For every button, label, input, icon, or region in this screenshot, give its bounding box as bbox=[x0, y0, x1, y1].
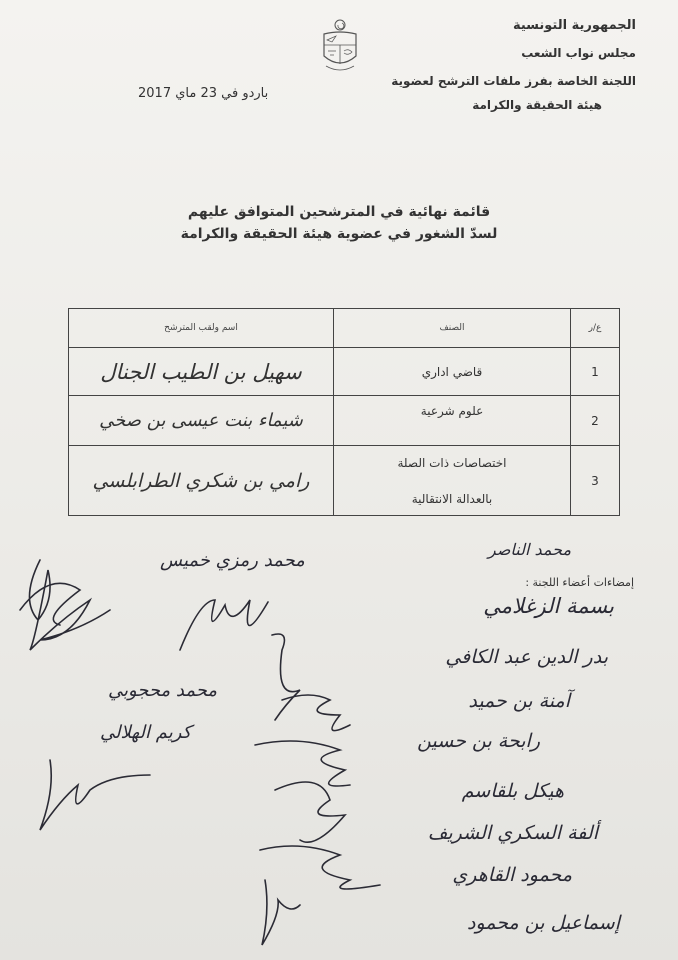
document-title: قائمة نهائية في المترشحين المتوافق عليهم bbox=[187, 204, 491, 220]
candidates-table bbox=[68, 308, 620, 516]
header-specialty: الصنف bbox=[334, 309, 571, 348]
row-number: 1 bbox=[571, 348, 620, 396]
handwritten-note: محمد الناصر bbox=[488, 540, 572, 559]
left-signature-name: محمد رمزي خميس bbox=[160, 550, 305, 571]
row-candidate-name: سهيل بن الطيب الجنال bbox=[69, 348, 334, 396]
row-number: 3 bbox=[571, 446, 620, 516]
committee-heading: اللجنة الخاصة بفرز ملفات الترشح لعضوية bbox=[391, 74, 636, 88]
member-signature-name: محمود القاهري bbox=[452, 864, 572, 886]
header-number: ع/ر bbox=[571, 309, 620, 348]
member-signature-name: ألفة السكري الشريف bbox=[427, 822, 598, 844]
left-signature-name: كريم الهلالي bbox=[100, 722, 192, 743]
commission-heading: هيئة الحقيقة والكرامة bbox=[472, 98, 602, 112]
table-row bbox=[69, 396, 620, 446]
assembly-heading: مجلس نواب الشعب bbox=[521, 46, 636, 60]
member-signature-name: بدر الدين عبد الكافي bbox=[445, 646, 608, 668]
left-signature-name: محمد محجوبي bbox=[108, 680, 218, 701]
table-row bbox=[69, 348, 620, 396]
members-signatures-label: إمضاءات أعضاء اللجنة : bbox=[525, 576, 634, 589]
member-signature-name: إسماعيل بن محمود bbox=[467, 912, 620, 934]
member-signature-name: رابحة بن حسين bbox=[417, 730, 540, 752]
header-candidate-name: اسم ولقب المترشح bbox=[69, 309, 334, 348]
document-date: باردو في 23 ماي 2017 bbox=[138, 86, 269, 101]
row-candidate-name: شيماء بنت عيسى بن صخي bbox=[69, 396, 334, 446]
document-subtitle: لسدّ الشغور في عضوية هيئة الحقيقة والكرامة bbox=[180, 226, 498, 242]
row-number: 2 bbox=[571, 396, 620, 446]
table-row bbox=[69, 446, 620, 516]
member-signature-name: آمنة بن حميد bbox=[468, 690, 570, 712]
row-specialty: علوم شرعية bbox=[334, 396, 571, 446]
row-specialty: قاضي اداري bbox=[334, 348, 571, 396]
republic-heading: الجمهورية التونسية bbox=[512, 18, 636, 33]
member-signature-name: هيكل بلقاسم bbox=[461, 780, 564, 802]
row-specialty bbox=[334, 446, 571, 516]
table-header-row bbox=[69, 309, 620, 348]
coat-of-arms-emblem bbox=[318, 18, 362, 80]
row-specialty-line: اختصاصات ذات الصلة bbox=[397, 455, 507, 470]
member-signature-name: بسمة الزغلامي bbox=[483, 594, 614, 618]
row-candidate-name: رامي بن شكري الطرابلسي bbox=[69, 446, 334, 516]
row-specialty-line: بالعدالة الانتقالية bbox=[411, 491, 493, 506]
